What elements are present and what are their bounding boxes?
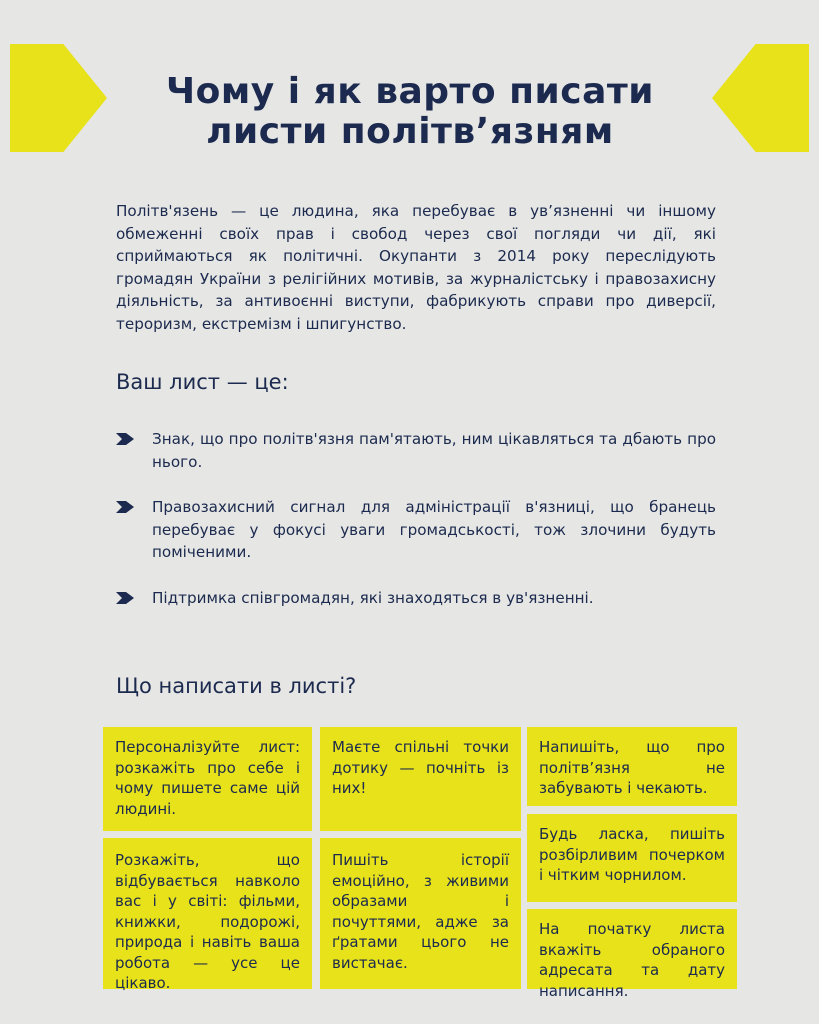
bullet-text: Знак, що про політв'язня пам'ятають, ним цікавляться та дбають про нього. — [152, 430, 716, 471]
title-line-2: листи політв’язням — [206, 111, 614, 152]
decorative-arrow-left — [10, 44, 107, 152]
list-item — [116, 587, 716, 610]
tip-card: Маєте спільні точки дотику — почніть із них! — [320, 727, 521, 831]
list-item — [116, 428, 716, 473]
bullet-text: Підтримка співгромадян, які знаходяться в ув'язненні. — [152, 588, 594, 607]
section-heading-your-letter: Ваш лист — це: — [116, 370, 289, 394]
section-heading-what-to-write: Що написати в листі? — [116, 674, 357, 698]
title-line-1: Чому і як варто писати — [166, 71, 654, 112]
tip-card: Будь ласка, пишіть розбірливим почерком і чітким чорнилом. — [527, 814, 737, 902]
bullet-text: Правозахисний сигнал для адміністрації в'язниці, що бранець перебуває у фокусі уваги громадськості, тож злочини будуть поміченими. — [152, 498, 716, 561]
tip-card: Розкажіть, що відбувається навколо вас і у світі: фільми, книжки, подорожі, природа і навіть ваша робота — усе це цікаво. — [103, 838, 312, 989]
chevron-right-icon — [116, 592, 134, 604]
tip-card: На початку листа вкажіть обраного адресата та дату написання. — [527, 909, 737, 989]
tip-card: Напишіть, що про політвʼязня не забувають і чекають. — [527, 727, 737, 806]
page-title — [120, 72, 700, 152]
bullet-list — [116, 428, 716, 609]
tip-card: Персоналізуйте лист: розкажіть про себе і чому пишете саме цій людині. — [103, 727, 312, 831]
chevron-right-icon — [116, 501, 134, 513]
list-item — [116, 496, 716, 564]
decorative-arrow-right — [712, 44, 809, 152]
tip-card: Пишіть історії емоційно, з живими образами і почуттями, адже за ґратами цього не вистачає. — [320, 838, 521, 989]
intro-paragraph: Політв'язень — це людина, яка перебуває в увʼязненні чи іншому обмеженні своїх прав і свобод через свої погляди чи дії, які сприймаються як політичні. Окупанти з 2014 року переслідують громадян України з релігійних мотивів, за журналістську і правозахисну діяльність, за антивоєнні виступи, фабрикують справи про диверсії, тероризм, екстремізм і шпигунство. — [116, 202, 716, 333]
chevron-right-icon — [116, 433, 134, 445]
